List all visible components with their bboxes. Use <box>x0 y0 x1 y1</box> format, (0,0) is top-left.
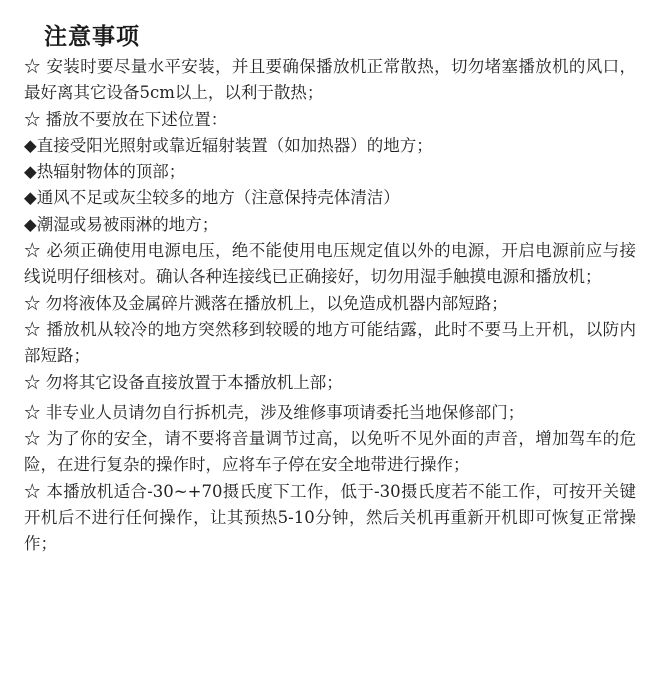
notice-stacking: ☆ 勿将其它设备直接放置于本播放机上部； <box>24 372 343 392</box>
placement-item-humidity: ◆潮湿或易被雨淋的地方； <box>24 214 219 234</box>
placement-item-ventilation: ◆通风不足或灰尘较多的地方（注意保持壳体清洁） <box>24 188 400 208</box>
notice-volume-safety: ☆ 为了你的安全，请不要将音量调节过高，以免听不见外面的声音，增加驾车的危险，在进行复杂的操作时，应将车子停在安全地带进行操作； <box>24 429 636 475</box>
page-title: 注意事项 <box>44 24 140 50</box>
notice-liquids: ☆ 勿将液体及金属碎片溅落在播放机上，以免造成机器内部短路； <box>24 293 508 313</box>
notice-power-voltage: ☆ 必须正确使用电源电压，绝不能使用电压规定值以外的电源，开启电源前应与接线说明仔细核对。确认各种连接线已正确接好，切勿用湿手触摸电源和播放机； <box>24 241 636 287</box>
notice-list <box>24 54 636 558</box>
notice-repair: ☆ 非专业人员请勿自行拆机壳，涉及维修事项请委托当地保修部门； <box>24 402 525 422</box>
notice-temperature: ☆ 本播放机适合-30~+70摄氏度下工作，低于-30摄氏度若不能工作，可按开关键开机后不进行任何操作，让其预热5-10分钟，然后关机再重新开机即可恢复正常操作； <box>24 481 636 554</box>
notice-condensation: ☆ 播放机从较冷的地方突然移到较暖的地方可能结露，此时不要马上开机，以防内部短路； <box>24 319 636 366</box>
notice-installation: ☆ 安装时要尽量水平安装，并且要确保播放机正常散热，切勿堵塞播放机的风口，最好离其它设备5cm以上，以利于散热； <box>24 57 636 103</box>
placement-item-heat-top: ◆热辐射物体的顶部； <box>24 162 186 182</box>
notice-placement-heading: ☆ 播放不要放在下述位置： <box>24 109 228 129</box>
placement-item-sunlight: ◆直接受阳光照射或靠近辐射装置（如加热器）的地方； <box>24 135 433 155</box>
